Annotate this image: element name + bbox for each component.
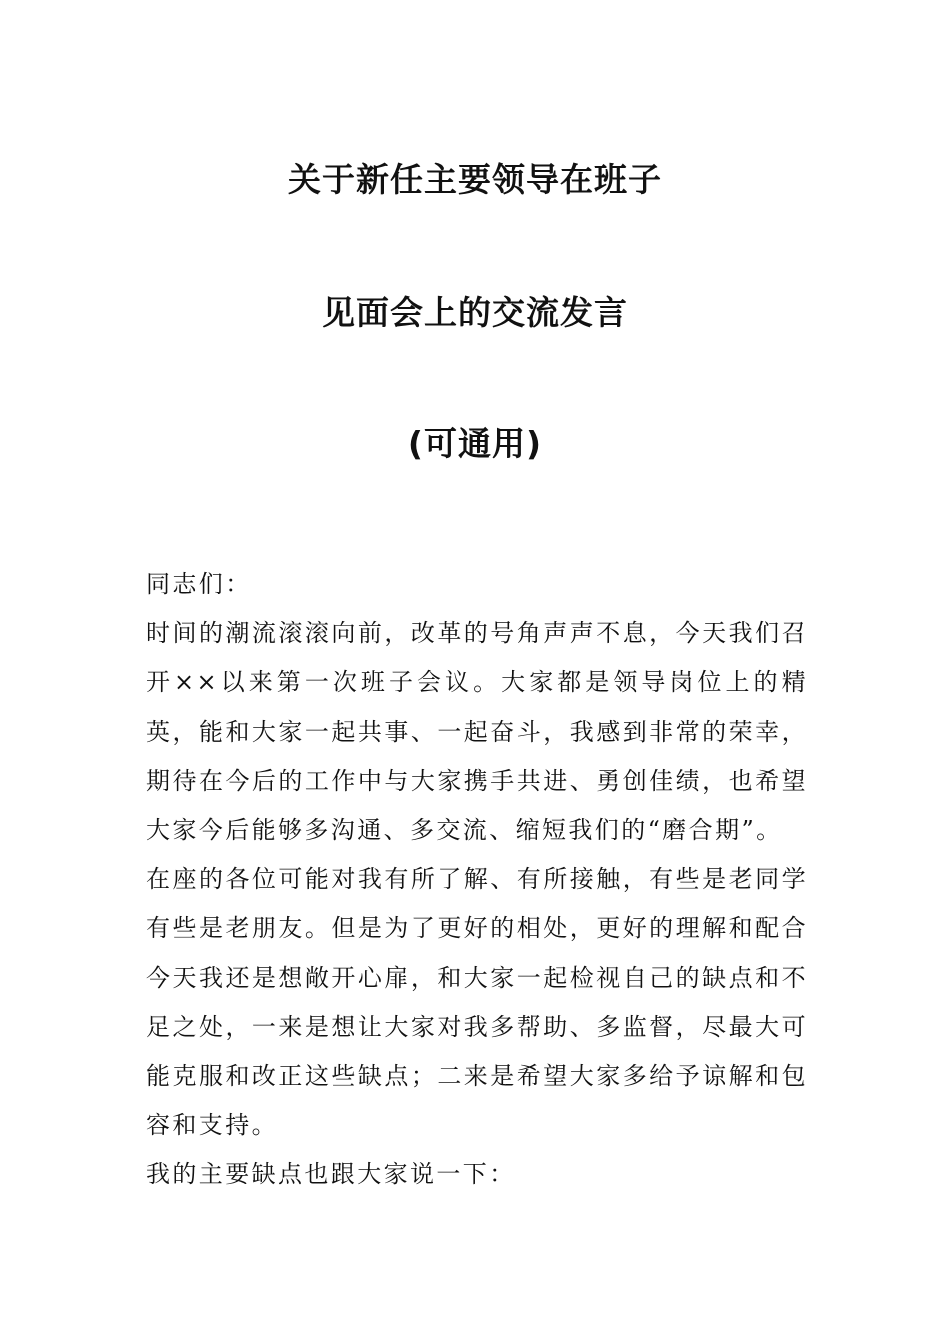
salutation-paragraph: 同志们： (146, 570, 252, 598)
body-paragraph-3: 我的主要缺点也跟大家说一下： (146, 1160, 516, 1189)
title-line-2: 见面会上的交流发言 (322, 293, 628, 332)
body-text (146, 560, 808, 1200)
title-line-3: (可通用) (407, 424, 543, 463)
body-paragraph-1: 时间的潮流滚滚向前，改革的号角声声不息，今天我们召开××以来第一次班子会议。大家都是领导岗位上的精英，能和大家一起共事、一起奋斗，我感到非常的荣幸，期待在今后的工作中与大家携手共进、勇创佳绩，也希望大家今后能够多沟通、多交流、缩短我们的“磨合期”。 (146, 619, 808, 845)
title-line-1: 关于新任主要领导在班子 (288, 160, 662, 199)
body-paragraph-2: 在座的各位可能对我有所了解、有所接触，有些是老同学有些是老朋友。但是为了更好的相处，更好的理解和配合今天我还是想敞开心扉，和大家一起检视自己的缺点和不足之处，一来是想让大家对我多帮助、多监督，尽最大可能克服和改正这些缺点；二来是希望大家多给予谅解和包容和支持。 (146, 865, 808, 1140)
